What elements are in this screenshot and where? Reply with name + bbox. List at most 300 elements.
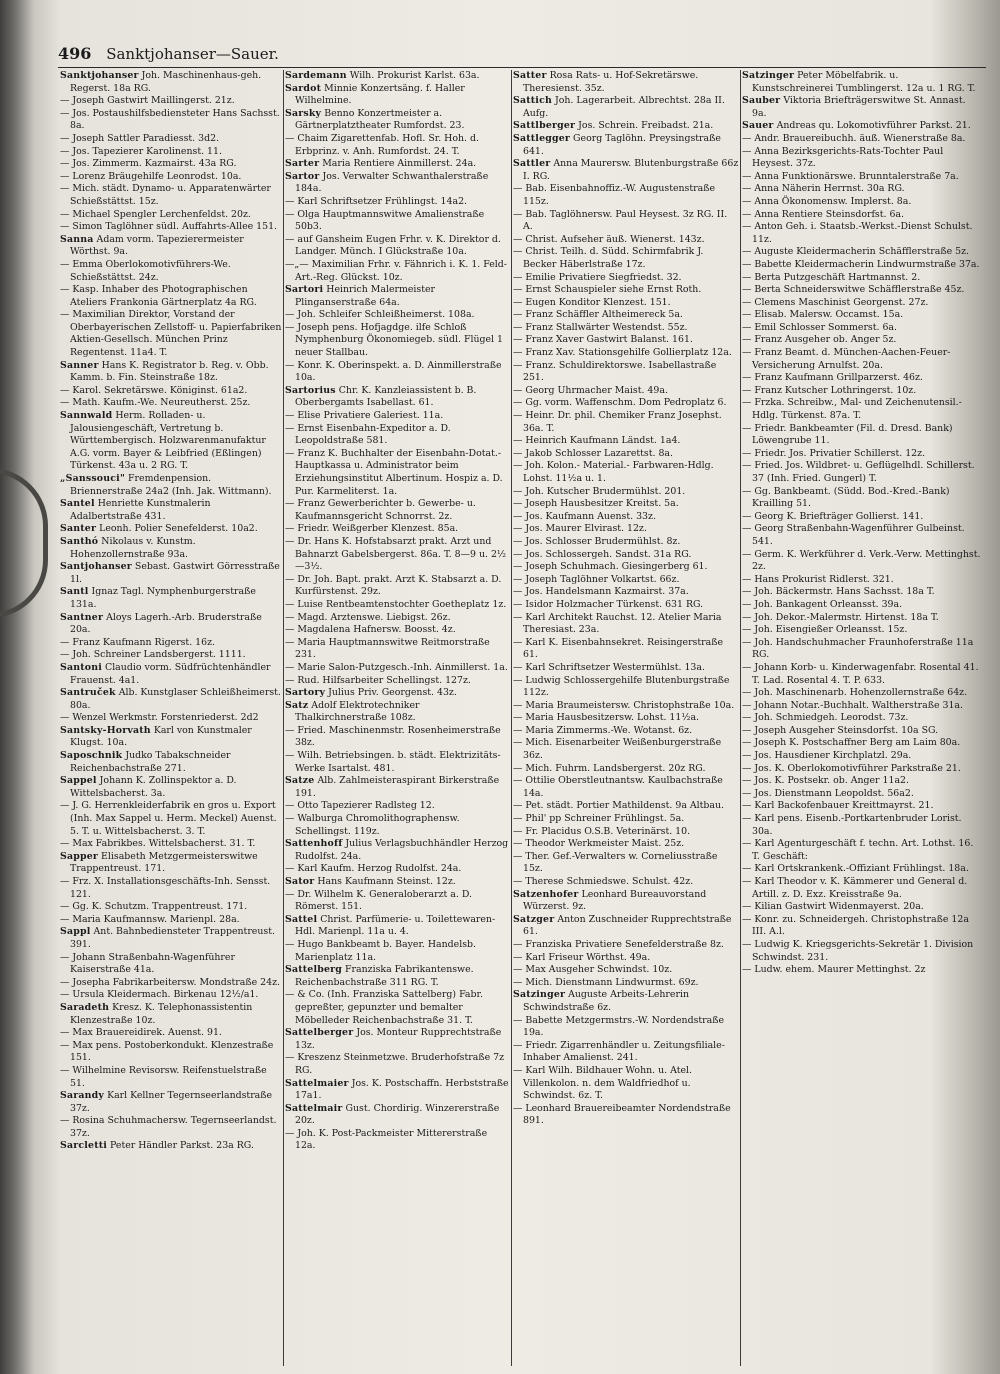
directory-entry	[513, 549, 739, 562]
entry-text: — Jos. Dienstmann Leopoldst. 56a2.	[742, 787, 914, 799]
entry-surname: Sanner	[60, 359, 99, 371]
entry-text: — Andr. Brauereibuchh. äuß. Wienerstraße 8a.	[742, 132, 966, 144]
entry-text: — Hugo Bankbeamt b. Bayer. Handelsb. Marienplatz 11a.	[285, 938, 477, 963]
entry-surname: Santruček	[60, 687, 116, 699]
directory-entry	[285, 1027, 510, 1052]
directory-entry	[513, 183, 739, 208]
entry-text: Leonhard Bureauvorstand Würzerst. 9z.	[523, 888, 707, 913]
entry-text: — Karl Kaufm. Herzog Rudolfst. 24a.	[285, 863, 462, 875]
entry-surname: Sattel	[285, 913, 318, 925]
directory-entry	[742, 574, 982, 587]
entry-text: — Franz Stallwärter Westendst. 55z.	[513, 321, 688, 333]
entry-text: — Mich. Eisenarbeiter Weißenburgerstraße 36z.	[513, 737, 722, 762]
entry-text: — Therese Schmiedswe. Schulst. 42z.	[513, 876, 694, 887]
entry-text: — Maria Braumeistersw. Christophstraße 10a.	[513, 699, 735, 711]
directory-entry	[742, 662, 982, 687]
directory-entry	[513, 914, 739, 939]
entry-surname: Sanktjohanser	[60, 70, 139, 81]
entry-text: — Marie Salon-Putzgesch.-Inh. Ainmillerst. 1a.	[285, 661, 508, 673]
entry-text: — Babette Metzgermstrs.-W. Nordendstraße 19a.	[513, 1014, 725, 1039]
entry-text: — Ludw. ehem. Maurer Mettinghst. 2z	[742, 964, 926, 976]
directory-entry	[742, 95, 982, 120]
directory-entry	[742, 939, 982, 964]
entry-text: Anna Maurersw. Blutenburgstraße 66z I. RG.	[523, 158, 739, 182]
directory-entry	[60, 309, 282, 359]
directory-entry	[513, 498, 739, 511]
directory-entry	[742, 221, 982, 246]
directory-entry	[285, 1052, 510, 1077]
directory-entry	[285, 234, 510, 259]
entry-surname: Sarsky	[285, 107, 322, 119]
entry-text: — Berta Schneiderswitwe Schäfflerstraße 45z.	[742, 284, 965, 296]
directory-column-4	[742, 70, 982, 1366]
directory-entry	[742, 964, 982, 977]
directory-entry	[513, 700, 739, 713]
entry-text: — Hans Prokurist Ridlerst. 321.	[742, 573, 894, 585]
directory-entry	[513, 725, 739, 738]
entry-text: — Jos. Tapezierer Karolinenst. 11.	[60, 145, 222, 157]
directory-entry	[60, 800, 282, 838]
entry-text: — Heinr. Dr. phil. Chemiker Franz Josephst. 36a. T.	[513, 410, 722, 434]
entry-text: — Babette Kleidermacherin Lindwurmstraße 37a.	[742, 258, 980, 270]
directory-entry	[60, 1090, 282, 1115]
directory-entry	[285, 259, 510, 284]
entry-text: — Rosina Schuhmachersw. Tegernseerlandst. 37z.	[60, 1115, 277, 1139]
entry-text: — Simon Taglöhner südl. Auffahrts-Allee 151.	[60, 221, 278, 233]
entry-text: Heinrich Malermeister Plinganserstraße 64a.	[295, 284, 436, 308]
directory-entry	[513, 272, 739, 285]
directory-entry	[513, 120, 739, 133]
directory-entry	[60, 523, 282, 536]
entry-text: Henriette Kunstmalerin Adalbertstraße 431.	[70, 498, 211, 522]
entry-text: — Josepha Fabrikarbeitersw. Mondstraße 24z.	[60, 976, 281, 988]
directory-entry	[742, 788, 982, 801]
directory-entry	[60, 649, 282, 662]
directory-entry	[285, 196, 510, 209]
entry-text: — Jos. Hausdiener Kirchplatzl. 29a.	[742, 750, 912, 762]
entry-text: — Franz Ausgeher ob. Anger 5z.	[742, 334, 897, 346]
directory-entry	[742, 914, 982, 939]
entry-surname: Sattlberger	[513, 120, 576, 132]
directory-entry	[742, 309, 982, 322]
directory-entry	[60, 158, 282, 171]
entry-text: — Germ. K. Werkführer d. Verk.-Verw. Mettinghst. 2z.	[742, 548, 981, 573]
directory-entry	[513, 410, 739, 435]
entry-text: Karl Kellner Tegernseerlandstraße 37z.	[70, 1090, 273, 1114]
directory-entry	[742, 209, 982, 222]
directory-entry	[60, 284, 282, 309]
entry-text: — Bab. Eisenbahnoffiz.-W. Augustenstraße 115z.	[513, 183, 716, 207]
entry-text: — Franz K. Buchhalter der Eisenbahn-Dotat.-Hauptkassa u. Administrator beim Erziehungsinstitut Albertinum. Hospiz a. D. Pur. Karmeliterst. 1a.	[285, 447, 503, 497]
entry-text: Joh. Lagerarbeit. Albrechtst. 28a II. Aufg.	[523, 95, 725, 119]
entry-text: Alb. Kunstglaser Schleißheimerst. 80a.	[70, 687, 281, 711]
entry-surname: Sartori	[285, 284, 324, 296]
entry-text: — Johann Korb- u. Kinderwagenfabr. Rosental 41. T. Lad. Rosental 4. T. P. 633.	[742, 661, 979, 686]
running-title: Sanktjohanser—Sauer.	[106, 45, 279, 63]
entry-surname: Sartory	[285, 687, 326, 699]
directory-entry	[60, 95, 282, 108]
entry-text: Hans Kaufmann Steinst. 12z.	[317, 876, 456, 887]
directory-entry	[513, 851, 739, 876]
entry-text: — Frz. X. Installationsgeschäfts-Inh. Sensst. 121.	[60, 876, 271, 900]
entry-text: —„— Maximilian Frhr. v. Fähnrich i. K. 1. Feld-Art.-Reg. Glückst. 10z.	[285, 258, 507, 283]
entry-text: — Luise Rentbeamtenstochter Goetheplatz 1z.	[285, 598, 507, 610]
entry-text: — Gg. Bankbeamt. (Südd. Bod.-Kred.-Bank) Krailling 51.	[742, 485, 950, 510]
directory-entry	[285, 108, 510, 133]
directory-entry	[513, 889, 739, 914]
directory-entry	[513, 1103, 739, 1128]
entry-text: — Franz Schäffler Altheimereck 5a.	[513, 309, 683, 321]
entry-text: — Joseph pens. Hofjagdge. ilfe Schloß Nymphenburg Ökonomiegeb. südl. Flügel 1 neuer Stallbau.	[285, 321, 503, 359]
directory-entry	[285, 914, 510, 939]
directory-entry	[60, 360, 282, 385]
directory-entry	[513, 322, 739, 335]
entry-text: — Karl Agenturgeschäft f. techn. Art. Lothst. 16. T. Geschäft:	[742, 838, 974, 862]
header-rule	[58, 67, 986, 68]
entry-text: Aloys Lagerh.-Arb. Bruderstraße 20a.	[70, 611, 262, 636]
directory-entry	[742, 763, 982, 776]
entry-surname: Sattlegger	[513, 132, 571, 144]
directory-entry	[285, 700, 510, 725]
directory-entry	[742, 523, 982, 548]
directory-entry	[60, 612, 282, 637]
directory-entry	[285, 385, 510, 410]
entry-text: — Joh. Eisengießer Orleansst. 15z.	[742, 624, 908, 636]
entry-text: — Georg K. Briefträger Gollierst. 141.	[742, 510, 924, 522]
directory-entry	[60, 662, 282, 687]
entry-text: Adolf Elektrotechniker Thalkirchnerstraße 108z.	[295, 699, 420, 724]
entry-text: — Friedr. Weißgerber Klenzest. 85a.	[285, 523, 459, 535]
directory-entry	[513, 599, 739, 612]
directory-entry	[742, 272, 982, 285]
directory-entry	[285, 599, 510, 612]
directory-entry	[513, 1065, 739, 1103]
entry-text: — Anton Geh. i. Staatsb.-Werkst.-Dienst Schulst. 11z.	[742, 221, 973, 245]
directory-entry	[742, 549, 982, 574]
directory-entry	[742, 297, 982, 310]
page-header	[58, 44, 279, 66]
directory-entry	[60, 586, 282, 611]
directory-entry	[60, 838, 282, 851]
directory-entry	[513, 662, 739, 675]
directory-entry	[285, 70, 510, 83]
entry-text: Rosa Rats- u. Hof-Sekretärswe. Theresienst. 35z.	[523, 70, 699, 94]
directory-entry	[285, 574, 510, 599]
entry-text: Auguste Arbeits-Lehrerin Schwindstraße 6z.	[523, 989, 689, 1013]
directory-entry	[60, 133, 282, 146]
directory-entry	[285, 876, 510, 889]
directory-entry	[513, 813, 739, 826]
directory-entry	[742, 511, 982, 524]
entry-text: — Anna Bezirksgerichts-Rats-Tochter Paul Heysest. 37z.	[742, 145, 944, 170]
column-divider	[511, 70, 512, 1366]
entry-text: — Wenzel Werkmstr. Forstenriederst. 2d2	[60, 712, 259, 724]
entry-text: — Lorenz Bräugehilfe Leonrodst. 10a.	[60, 170, 242, 182]
entry-text: — Fried. Jos. Wildbret- u. Geflügelhdl. Schillerst. 37 (Inh. Fried. Gungerl) T.	[742, 460, 975, 484]
directory-entry	[742, 259, 982, 272]
directory-entry	[60, 536, 282, 561]
entry-text: — Frzka. Schreibw., Mal- und Zeichenutensil.-Hdlg. Türkenst. 87a. T.	[742, 397, 962, 422]
adjacent-page-edge	[986, 70, 1000, 1366]
directory-entry	[285, 775, 510, 800]
entry-surname: Sator	[285, 876, 315, 887]
entry-text: — Joh. Handschuhmacher Fraunhoferstraße 11a RG.	[742, 636, 974, 661]
directory-entry	[285, 687, 510, 700]
entry-surname: Sarcletti	[60, 1140, 108, 1152]
directory-entry	[60, 750, 282, 775]
entry-text: Claudio vorm. Südfrüchtenhändler Frauenst. 4a1.	[70, 661, 271, 686]
entry-text: — Berta Putzgeschäft Hartmannst. 2.	[742, 271, 921, 283]
entry-text: Peter Händler Parkst. 23a RG.	[110, 1140, 254, 1152]
entry-text: — Franziska Privatiere Senefelderstraße 8z.	[513, 938, 724, 950]
directory-entry	[742, 775, 982, 788]
entry-text: — Joh. Bankagent Orleansst. 39a.	[742, 598, 903, 610]
directory-entry	[742, 448, 982, 461]
entry-text: — Franz Kutscher Lothringerst. 10z.	[742, 384, 917, 396]
directory-entry	[513, 1015, 739, 1040]
entry-text: — Pet. städt. Portier Mathildenst. 9a Altbau.	[513, 800, 725, 812]
entry-text: Benno Konzertmeister a. Gärtnerplatztheater Rumfordst. 23.	[295, 107, 465, 132]
directory-entry	[285, 989, 510, 1027]
entry-text: — J. G. Herrenkleiderfabrik en gros u. Export (Inh. Max Sappel u. Herm. Meckel) Auenst. 5. T. u. Wittelsbacherst. 3. T.	[60, 800, 277, 837]
directory-entry	[513, 209, 739, 234]
directory-entry	[285, 536, 510, 574]
entry-surname: Sattelberger	[285, 1027, 354, 1039]
entry-text: — Auguste Kleidermacherin Schäfflerstraße 5z.	[742, 246, 970, 258]
entry-text: — Emma Oberlokomotivführers-We. Schießstättst. 24z.	[60, 258, 231, 283]
directory-entry	[285, 1128, 510, 1153]
entry-surname: „Sanssouci"	[60, 473, 126, 484]
entry-text: — Jos. Maurer Elvirast. 12z.	[513, 523, 647, 535]
directory-entry	[742, 372, 982, 385]
entry-text: Jos. Schrein. Freibadst. 21a.	[578, 120, 714, 132]
directory-entry	[513, 448, 739, 461]
column-divider	[740, 70, 741, 1366]
entry-text: Franziska Fabrikantenswe. Reichenbachstraße 311 RG. T.	[295, 964, 474, 988]
entry-text: Ant. Bahnbediensteter Trappentreust. 391.	[70, 926, 275, 950]
entry-text: — Mich. Dienstmann Lindwurmst. 69z.	[513, 976, 699, 988]
directory-entry	[60, 775, 282, 800]
entry-text: — Max Brauereidirek. Auenst. 91.	[60, 1027, 222, 1039]
directory-entry	[60, 914, 282, 927]
entry-text: — Franz Beamt. d. München-Aachen-Feuer-Versicherung Arnulfst. 20a.	[742, 347, 951, 371]
entry-text: — Rud. Hilfsarbeiter Schellingst. 127z.	[285, 674, 471, 686]
entry-surname: Sauer	[742, 120, 774, 132]
directory-entry	[285, 1103, 510, 1128]
entry-text: Anton Zuschneider Rupprechtstraße 61.	[523, 913, 732, 938]
directory-entry	[742, 750, 982, 763]
entry-text: — Franz Xaver Gastwirt Balanst. 161.	[513, 334, 693, 346]
directory-entry	[285, 939, 510, 964]
entry-surname: Sartorius	[285, 384, 336, 396]
entry-text: — Joh. Schleifer Schleißheimerst. 108a.	[285, 309, 475, 321]
entry-text: — Friedr. Jos. Privatier Schillerst. 12z.	[742, 447, 926, 459]
entry-text: — Ursula Kleidermach. Birkenau 12½/a1.	[60, 989, 259, 1001]
entry-text: — Kilian Gastwirt Widenmayerst. 20a.	[742, 901, 924, 913]
entry-text: — Ludwig K. Kriegsgerichts-Sekretär 1. Division Schwindst. 231.	[742, 938, 974, 963]
directory-entry	[742, 334, 982, 347]
directory-entry	[285, 410, 510, 423]
entry-text: — Joseph Gastwirt Maillingerst. 21z.	[60, 95, 235, 107]
directory-entry	[285, 863, 510, 876]
entry-text: Jos. Monteur Rupprechtstraße 13z.	[295, 1027, 502, 1051]
entry-text: — Mich. städt. Dynamo- u. Apparatenwärter Schießstättst. 15z.	[60, 183, 271, 207]
directory-entry	[742, 612, 982, 625]
directory-entry	[513, 297, 739, 310]
entry-text: — Joseph Ausgeher Steinsdorfst. 10a SG.	[742, 724, 939, 736]
entry-text: — Olga Hauptmannswitwe Amalienstraße 50b3.	[285, 208, 485, 233]
directory-entry	[513, 763, 739, 776]
entry-text: — Karl Theodor v. K. Kämmerer und General d. Artill. z. D. Exz. Kreisstraße 9a.	[742, 876, 968, 900]
entry-surname: Sattler	[513, 158, 551, 170]
directory-entry	[513, 876, 739, 889]
directory-entry	[742, 624, 982, 637]
entry-text: — Joh. Dekor.-Malermstr. Hirtenst. 18a T.	[742, 611, 939, 623]
entry-text: — Joseph Hausbesitzer Kreitst. 5a.	[513, 498, 679, 510]
directory-entry	[285, 158, 510, 171]
directory-entry	[60, 1115, 282, 1140]
entry-text: — Karl Architekt Rauchst. 12. Atelier Maria Theresiast. 23a.	[513, 611, 722, 636]
entry-text: — Karl pens. Eisenb.-Portkartenbruder Lorist. 30a.	[742, 813, 962, 837]
entry-text: Joh. Maschinenhaus-geh. Regerst. 18a RG.	[70, 70, 262, 94]
directory-entry	[60, 221, 282, 234]
entry-text: — Ernst Eisenbahn-Expeditor a. D. Leopoldstraße 581.	[285, 422, 451, 447]
directory-entry	[742, 700, 982, 713]
directory-entry	[742, 70, 982, 95]
entry-surname: Sappel	[60, 775, 97, 787]
directory-column-3	[513, 70, 739, 1366]
directory-entry	[513, 612, 739, 637]
entry-text: — Christ. Teilh. d. Südd. Schirmfabrik J. Becker Häberlstraße 17z.	[513, 246, 704, 270]
entry-surname: Satzenhofer	[513, 888, 579, 900]
entry-text: — Clemens Maschinist Georgenst. 27z.	[742, 296, 929, 308]
directory-entry	[513, 977, 739, 990]
entry-surname: Satze	[285, 775, 315, 787]
directory-entry	[513, 536, 739, 549]
directory-entry	[285, 83, 510, 108]
entry-surname: Satzinger	[742, 70, 795, 81]
entry-text: — Phil' pp Schreiner Frühlingst. 5a.	[513, 813, 685, 825]
directory-entry	[60, 561, 282, 586]
directory-entry	[513, 523, 739, 536]
entry-text: — & Co. (Inh. Franziska Sattelberg) Fabr. gepreßter, gepunzter und bemalter Möbelleder Reichenbachstraße 31. T.	[285, 989, 483, 1026]
directory-entry	[285, 838, 510, 863]
entry-text: — Franz Gewerberichter b. Gewerbe- u. Kaufmannsgericht Schnorrst. 2z.	[285, 498, 476, 522]
directory-entry	[742, 725, 982, 738]
directory-entry	[60, 926, 282, 951]
entry-text: Johann K. Zollinspektor a. D. Wittelsbacherst. 3a.	[70, 775, 237, 799]
directory-entry	[285, 448, 510, 498]
entry-text: — Ther. Gef.-Verwalters w. Corneliusstraße 15z.	[513, 850, 718, 875]
entry-text: Maria Rentiere Ainmillerst. 24a.	[322, 158, 477, 170]
directory-entry	[742, 687, 982, 700]
directory-entry	[60, 183, 282, 208]
directory-entry	[60, 1140, 282, 1153]
entry-text: — auf Gansheim Eugen Frhr. v. K. Direktor d. Landger. Münch. I Glückstraße 10a.	[285, 233, 501, 258]
directory-entry	[285, 309, 510, 322]
directory-entry	[513, 989, 739, 1014]
entry-text: — Emil Schlosser Sommerst. 6a.	[742, 321, 897, 333]
entry-text: — Maria Hauptmannswitwe Reitmorstraße 231.	[285, 636, 490, 661]
column-divider	[283, 70, 284, 1366]
entry-text: — Jos. Postaushilfsbediensteter Hans Sachsst. 8a.	[60, 107, 280, 132]
entry-text: Wilh. Prokurist Karlst. 63a.	[349, 70, 480, 81]
entry-surname: Sardot	[285, 82, 322, 94]
entry-text: Fremdenpension. Briennerstraße 24a2 (Inh. Jak. Wittmann).	[70, 473, 272, 497]
entry-text: — Jos. Schlossergeh. Sandst. 31a RG.	[513, 548, 692, 560]
entry-text: — Elisab. Malersw. Occamst. 15a.	[742, 309, 904, 321]
directory-entry	[742, 120, 982, 133]
entry-text: — Math. Kaufm.-We. Neureutherst. 25z.	[60, 397, 251, 409]
entry-text: — Joh. Schmiedgeh. Leorodst. 73z.	[742, 712, 909, 724]
directory-entry	[513, 574, 739, 587]
directory-entry	[513, 737, 739, 762]
entry-text: Elisabeth Metzgermeisterswitwe Trappentreust. 171.	[70, 850, 258, 875]
directory-entry	[513, 385, 739, 398]
directory-entry	[285, 423, 510, 448]
directory-entry	[742, 284, 982, 297]
entry-text: Hans K. Registrator b. Reg. v. Obb. Kamm. b. Fin. Steinstraße 18z.	[70, 359, 269, 384]
entry-text: — Leonhard Brauereibeamter Nordendstraße 891.	[513, 1102, 731, 1127]
entry-text: — Jos. Kaufmann Auenst. 33z.	[513, 510, 656, 522]
directory-entry	[60, 1040, 282, 1065]
directory-column-1	[60, 70, 282, 1366]
entry-text: — Anna Rentiere Steinsdorfst. 6a.	[742, 208, 904, 220]
directory-entry	[60, 712, 282, 725]
entry-text: — Dr. Hans K. Hofstabsarzt prakt. Arzt und Bahnarzt Gabelsbergerst. 86a. T. 8—9 u. 2½—3½.	[285, 535, 506, 573]
entry-text: — Anna Funktionärswe. Brunntalerstraße 7a.	[742, 170, 959, 182]
directory-entry	[60, 901, 282, 914]
entry-surname: Sauber	[742, 95, 781, 107]
directory-entry	[60, 171, 282, 184]
entry-text: — Ottilie Oberstleutnantsw. Kaulbachstraße 14a.	[513, 775, 723, 799]
entry-text: — Jos. Schlosser Brudermühlst. 8z.	[513, 535, 681, 547]
entry-text: — Joseph Sattler Paradiesst. 3d2.	[60, 132, 220, 144]
entry-text: — Joh. Maschinenarb. Hohenzollernstraße 64z.	[742, 687, 968, 699]
directory-entry	[60, 397, 282, 410]
directory-entry	[285, 889, 510, 914]
entry-text: Adam vorm. Tapezierermeister Wörthst. 9a.	[70, 233, 244, 258]
entry-text: — Georg Uhrmacher Maist. 49a.	[513, 384, 668, 396]
directory-entry	[513, 360, 739, 385]
directory-entry	[513, 586, 739, 599]
entry-text: — Jakob Schlosser Lazarettst. 8a.	[513, 447, 673, 459]
directory-entry	[742, 171, 982, 184]
entry-text: — Jos. K. Postsekr. ob. Anger 11a2.	[742, 775, 909, 787]
entry-text: — Karl Friseur Wörthst. 49a.	[513, 951, 651, 963]
directory-entry	[742, 133, 982, 146]
directory-entry	[513, 561, 739, 574]
directory-entry	[513, 800, 739, 813]
entry-surname: Santjohanser	[60, 561, 132, 573]
directory-entry	[285, 209, 510, 234]
directory-entry	[60, 385, 282, 398]
entry-text: Leonh. Polier Senefelderst. 10a2.	[99, 523, 258, 535]
directory-entry	[742, 196, 982, 209]
entry-text: — Chaim Zigarettenfab. Hofl. Sr. Hoh. d. Erbprinz. v. Anh. Rumfordst. 24. T.	[285, 132, 479, 157]
directory-entry	[60, 725, 282, 750]
directory-entry	[513, 158, 739, 183]
entry-surname: Santner	[60, 611, 104, 623]
entry-surname: Satz	[285, 699, 309, 711]
directory-entry	[742, 397, 982, 422]
entry-surname: Santl	[60, 586, 89, 598]
directory-entry	[513, 712, 739, 725]
entry-text: — Maria Zimmerms.-We. Wotanst. 6z.	[513, 724, 693, 736]
directory-entry	[742, 423, 982, 448]
entry-surname: Santsky-Horvath	[60, 724, 151, 736]
directory-entry	[513, 133, 739, 158]
